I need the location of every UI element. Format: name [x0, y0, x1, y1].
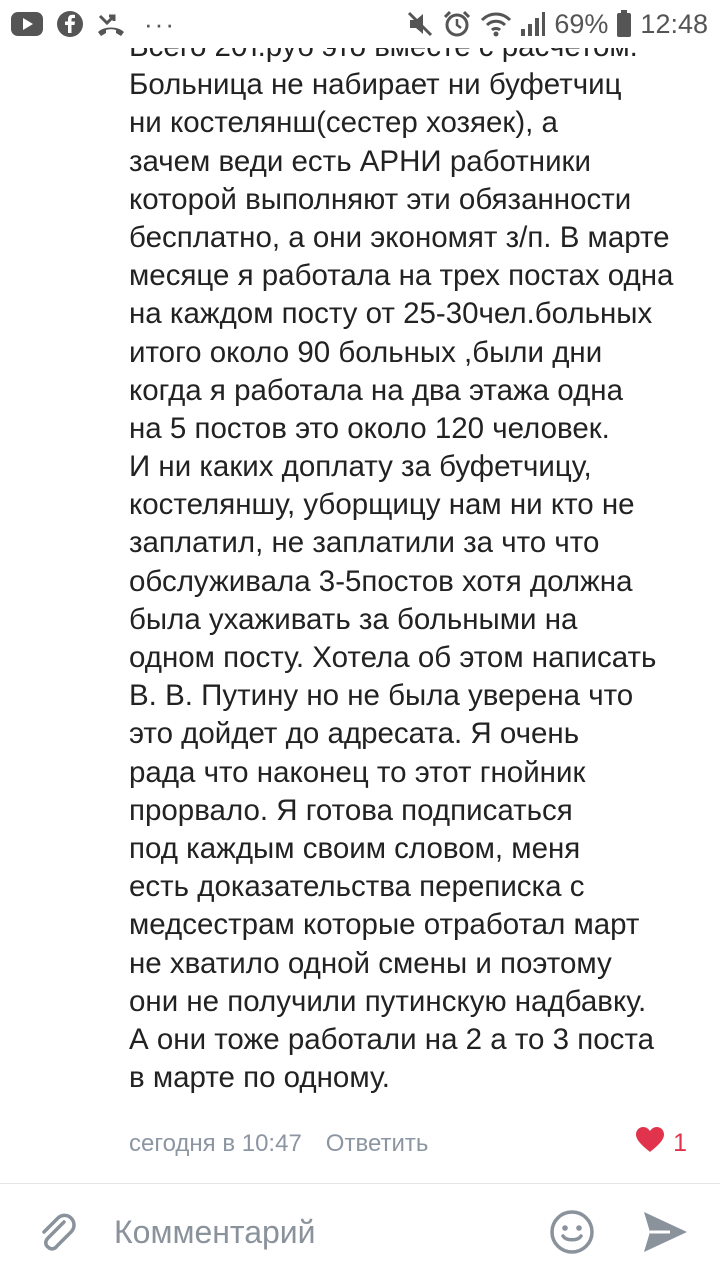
- reply-button[interactable]: Ответить: [325, 1130, 429, 1157]
- status-notifications: [10, 8, 176, 40]
- clock: 12:48: [640, 8, 708, 39]
- comment-line: зачем веди есть АРНИ работники: [129, 144, 591, 178]
- comment-line: на каждом посту от 25-30чел.больных: [129, 297, 653, 331]
- comment-line: была ухаживать за больными на: [129, 602, 578, 636]
- mute-icon: [406, 10, 434, 38]
- send-icon: [640, 1209, 690, 1255]
- comment-line: когда я работала на два этажа одна: [129, 373, 623, 407]
- like-count: 1: [673, 1128, 687, 1157]
- comment-text: [129, 28, 704, 1097]
- send-button[interactable]: [640, 1209, 690, 1255]
- paperclip-icon: [34, 1210, 80, 1256]
- comment-line: Больница не набирает ни буфетчиц: [129, 68, 622, 102]
- comment-line: под каждым своим словом, меня: [129, 831, 581, 865]
- comment-composer: [0, 1184, 720, 1280]
- comment-line: костеляншу, уборщицу нам ни кто не: [129, 488, 635, 522]
- smiley-icon: [548, 1208, 596, 1256]
- comment-line: одном посту. Хотела об этом написать: [129, 641, 657, 674]
- comment-line: прорвало. Я готова подписаться: [129, 793, 573, 827]
- comment-timestamp: сегодня в 10:47: [129, 1130, 302, 1157]
- comment-line: итого около 90 больных ,были дни: [129, 335, 603, 369]
- comment-line: А они тоже работали на 2 а то 3 поста: [129, 1022, 654, 1056]
- heart-icon: [635, 1126, 665, 1160]
- signal-icon: [520, 11, 546, 37]
- comment-line: в марте по одному.: [129, 1061, 390, 1095]
- attach-button[interactable]: [34, 1210, 80, 1256]
- comment-line: не хватило одной смены и поэтому: [129, 946, 612, 980]
- comment-line: есть доказательства переписка с: [129, 870, 585, 904]
- comment-line: И ни каких доплату за буфетчицу,: [129, 450, 592, 484]
- comment-line: медсестрам которые отработал март: [129, 908, 640, 942]
- like-button[interactable]: [635, 1126, 687, 1160]
- battery-icon: [616, 10, 632, 38]
- status-system: [406, 8, 708, 40]
- comment-line: это дойдет до адресата. Я очень: [129, 717, 580, 751]
- wifi-icon: [480, 10, 512, 38]
- comment-input[interactable]: [100, 1204, 544, 1260]
- missed-call-icon: [96, 10, 126, 38]
- emoji-button[interactable]: [548, 1208, 596, 1256]
- comment-line: бесплатно, а они экономят з/п. В марте: [129, 220, 670, 254]
- comment-line: обслуживала 3-5постов хотя должна: [129, 564, 633, 598]
- comment-line: месяце я работала на трех постах одна: [129, 259, 674, 293]
- comment-line: ни костелянш(сестер хозяек), а: [129, 106, 558, 140]
- youtube-icon: [10, 11, 44, 37]
- comment-line: они не получили путинскую надбавку.: [129, 984, 647, 1018]
- comment-meta: [129, 1125, 689, 1163]
- status-bar: [0, 0, 720, 48]
- facebook-icon: [56, 10, 84, 38]
- more-notifications-indicator: ···: [144, 8, 176, 39]
- battery-percent: 69%: [554, 8, 609, 39]
- comment-line: на 5 постов это около 120 человек.: [129, 411, 610, 445]
- comment-line: заплатил, не заплатили за что что: [129, 526, 600, 560]
- alarm-icon: [442, 9, 472, 39]
- comment-line: В. В. Путину но не была уверена что: [129, 679, 634, 713]
- comment-line: рада что наконец то этот гнойник: [129, 755, 586, 789]
- comment-line: которой выполняют эти обязанности: [129, 182, 632, 216]
